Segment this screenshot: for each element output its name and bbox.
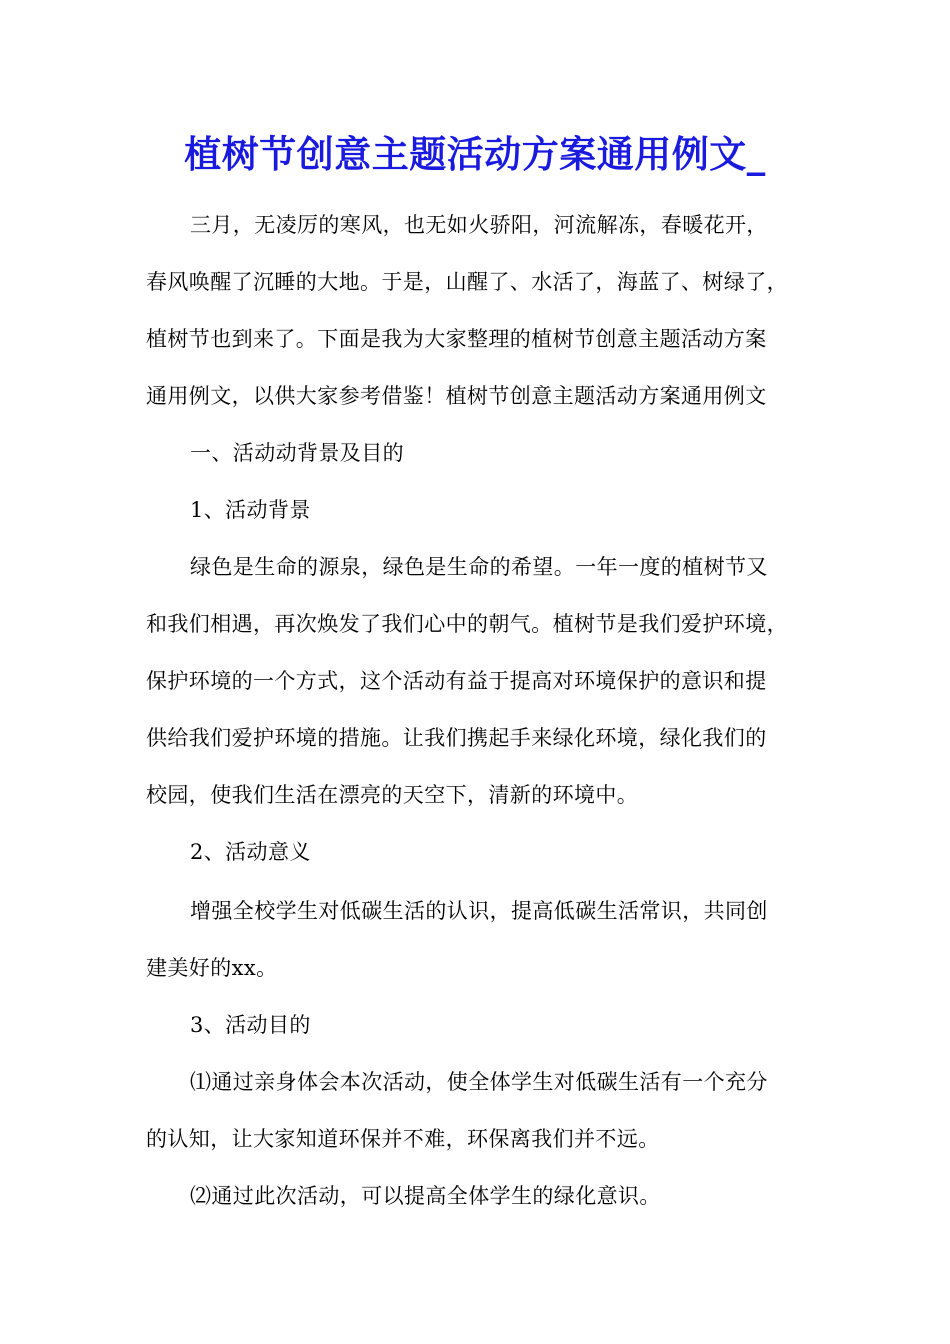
body-line: 校园，使我们生活在漂亮的天空下，清新的环境中。	[146, 783, 639, 807]
body-line: ⑴通过亲身体会本次活动，使全体学生对低碳生活有一个充分	[190, 1070, 768, 1094]
body-line: 绿色是生命的源泉，绿色是生命的希望。一年一度的植树节又	[190, 555, 768, 579]
subsection-heading: 1、活动背景	[190, 498, 311, 522]
body-line: 建美好的xx。	[146, 956, 278, 980]
body-line: 通用例文，以供大家参考借鉴！植树节创意主题活动方案通用例文	[146, 384, 767, 408]
body-line: 和我们相遇，再次焕发了我们心中的朝气。植树节是我们爱护环境，	[146, 612, 788, 636]
body-line: 春风唤醒了沉睡的大地。于是，山醒了、水活了，海蓝了、树绿了，	[146, 270, 788, 294]
document-title: 植树节创意主题活动方案通用例文_	[184, 132, 766, 176]
body-line: 的认知，让大家知道环保并不难，环保离我们并不远。	[146, 1127, 660, 1151]
section-heading: 一、活动动背景及目的	[190, 441, 404, 465]
body-line: 植树节也到来了。下面是我为大家整理的植树节创意主题活动方案	[146, 327, 767, 351]
body-line: 增强全校学生对低碳生活的认识，提高低碳生活常识，共同创	[190, 899, 768, 923]
body-line: ⑵通过此次活动，可以提高全体学生的绿化意识。	[190, 1184, 661, 1208]
body-line: 保护环境的一个方式，这个活动有益于提高对环境保护的意识和提	[146, 669, 767, 693]
subsection-heading: 3、活动目的	[190, 1013, 311, 1037]
subsection-heading: 2、活动意义	[190, 840, 311, 864]
body-line: 供给我们爱护环境的措施。让我们携起手来绿化环境，绿化我们的	[146, 726, 767, 750]
body-line: 三月，无凌厉的寒风，也无如火骄阳，河流解冻，春暖花开，	[190, 213, 768, 237]
